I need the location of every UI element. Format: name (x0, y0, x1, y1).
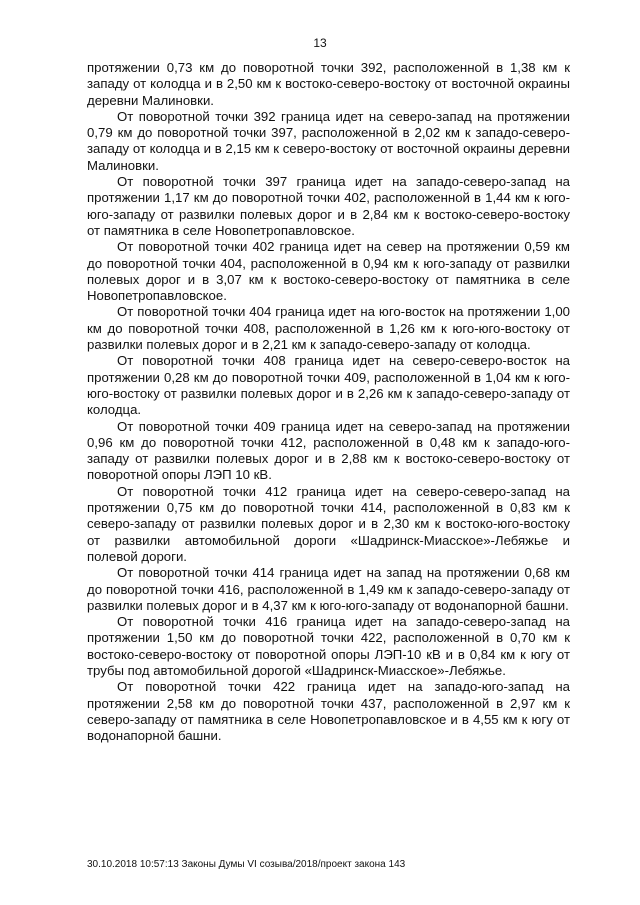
paragraph: От поворотной точки 392 граница идет на северо-запад на протяжении 0,79 км до поворотной точки 397, расположенной в 2,02 км к западо-северо-западу от колодца и в 2,15 км к северо-востоку от восточной окраины деревни Малиновки. (87, 108, 570, 173)
paragraph: От поворотной точки 422 граница идет на западо-юго-запад на протяжении 2,58 км до поворотной точки 437, расположенной в 2,97 км к северо-западу от памятника в селе Новопетропавловское и в 4,55 км к югу от водонапорной башни. (87, 679, 570, 744)
page-number: 13 (313, 36, 327, 50)
paragraph: От поворотной точки 409 граница идет на северо-запад на протяжении 0,96 км до поворотной точки 412, расположенной в 0,48 км к западо-юго-западу от развилки полевых дорог и в 2,88 км к востоко-северо-востоку от поворотной опоры ЛЭП 10 кВ. (87, 418, 570, 483)
paragraph: От поворотной точки 402 граница идет на север на протяжении 0,59 км до поворотной точки 404, расположенной в 0,94 км к юго-западу от развилки полевых дорог и в 3,07 км к востоко-северо-востоку от памятника в селе Новопетропавловское. (87, 239, 570, 304)
paragraph: От поворотной точки 414 граница идет на запад на протяжении 0,68 км до поворотной точки 416, расположенной в 1,49 км к западо-северо-западу от развилки полевых дорог и в 4,37 км к юго-юго-западу от водонапорной башни. (87, 565, 570, 613)
document-footer: 30.10.2018 10:57:13 Законы Думы VI созыва/2018/проект закона 143 (87, 859, 406, 870)
document-body (87, 60, 570, 744)
paragraph: От поворотной точки 408 граница идет на северо-северо-восток на протяжении 0,28 км до поворотной точки 409, расположенной в 1,04 км к юго-юго-востоку от развилки полевых дорог и в 2,26 км к западо-северо-западу от колодца. (87, 353, 570, 418)
paragraph: От поворотной точки 416 граница идет на западо-северо-запад на протяжении 1,50 км до поворотной точки 422, расположенной в 0,70 км к востоко-северо-востоку от поворотной опоры ЛЭП-10 кВ и в 0,84 км к югу от трубы под автомобильной дорогой «Шадринск-Миасское»-Лебяжье. (87, 614, 570, 678)
paragraph: От поворотной точки 397 граница идет на западо-северо-запад на протяжении 1,17 км до поворотной точки 402, расположенной в 1,44 км к юго-юго-западу от развилки полевых дорог и в 2,84 км к востоко-северо-востоку от памятника в селе Новопетропавловское. (87, 174, 570, 238)
paragraph: От поворотной точки 412 граница идет на северо-северо-запад на протяжении 0,75 км до поворотной точки 414, расположенной в 0,83 км к северо-западу от развилки полевых дорог и в 2,30 км к востоко-юго-востоку от развилки автомобильной дороги «Шадринск-Миасское»-Лебяжье и полевой дороги. (87, 483, 570, 564)
paragraph: протяжении 0,73 км до поворотной точки 392, расположенной в 1,38 км к западу от колодца и в 2,50 км к востоко-северо-востоку от восточной окраины деревни Малиновки. (87, 60, 570, 108)
paragraph: От поворотной точки 404 граница идет на юго-восток на протяжении 1,00 км до поворотной точки 408, расположенной в 1,26 км к юго-юго-востоку от развилки полевых дорог и в 2,21 км к западо-северо-западу от колодца. (87, 304, 570, 353)
